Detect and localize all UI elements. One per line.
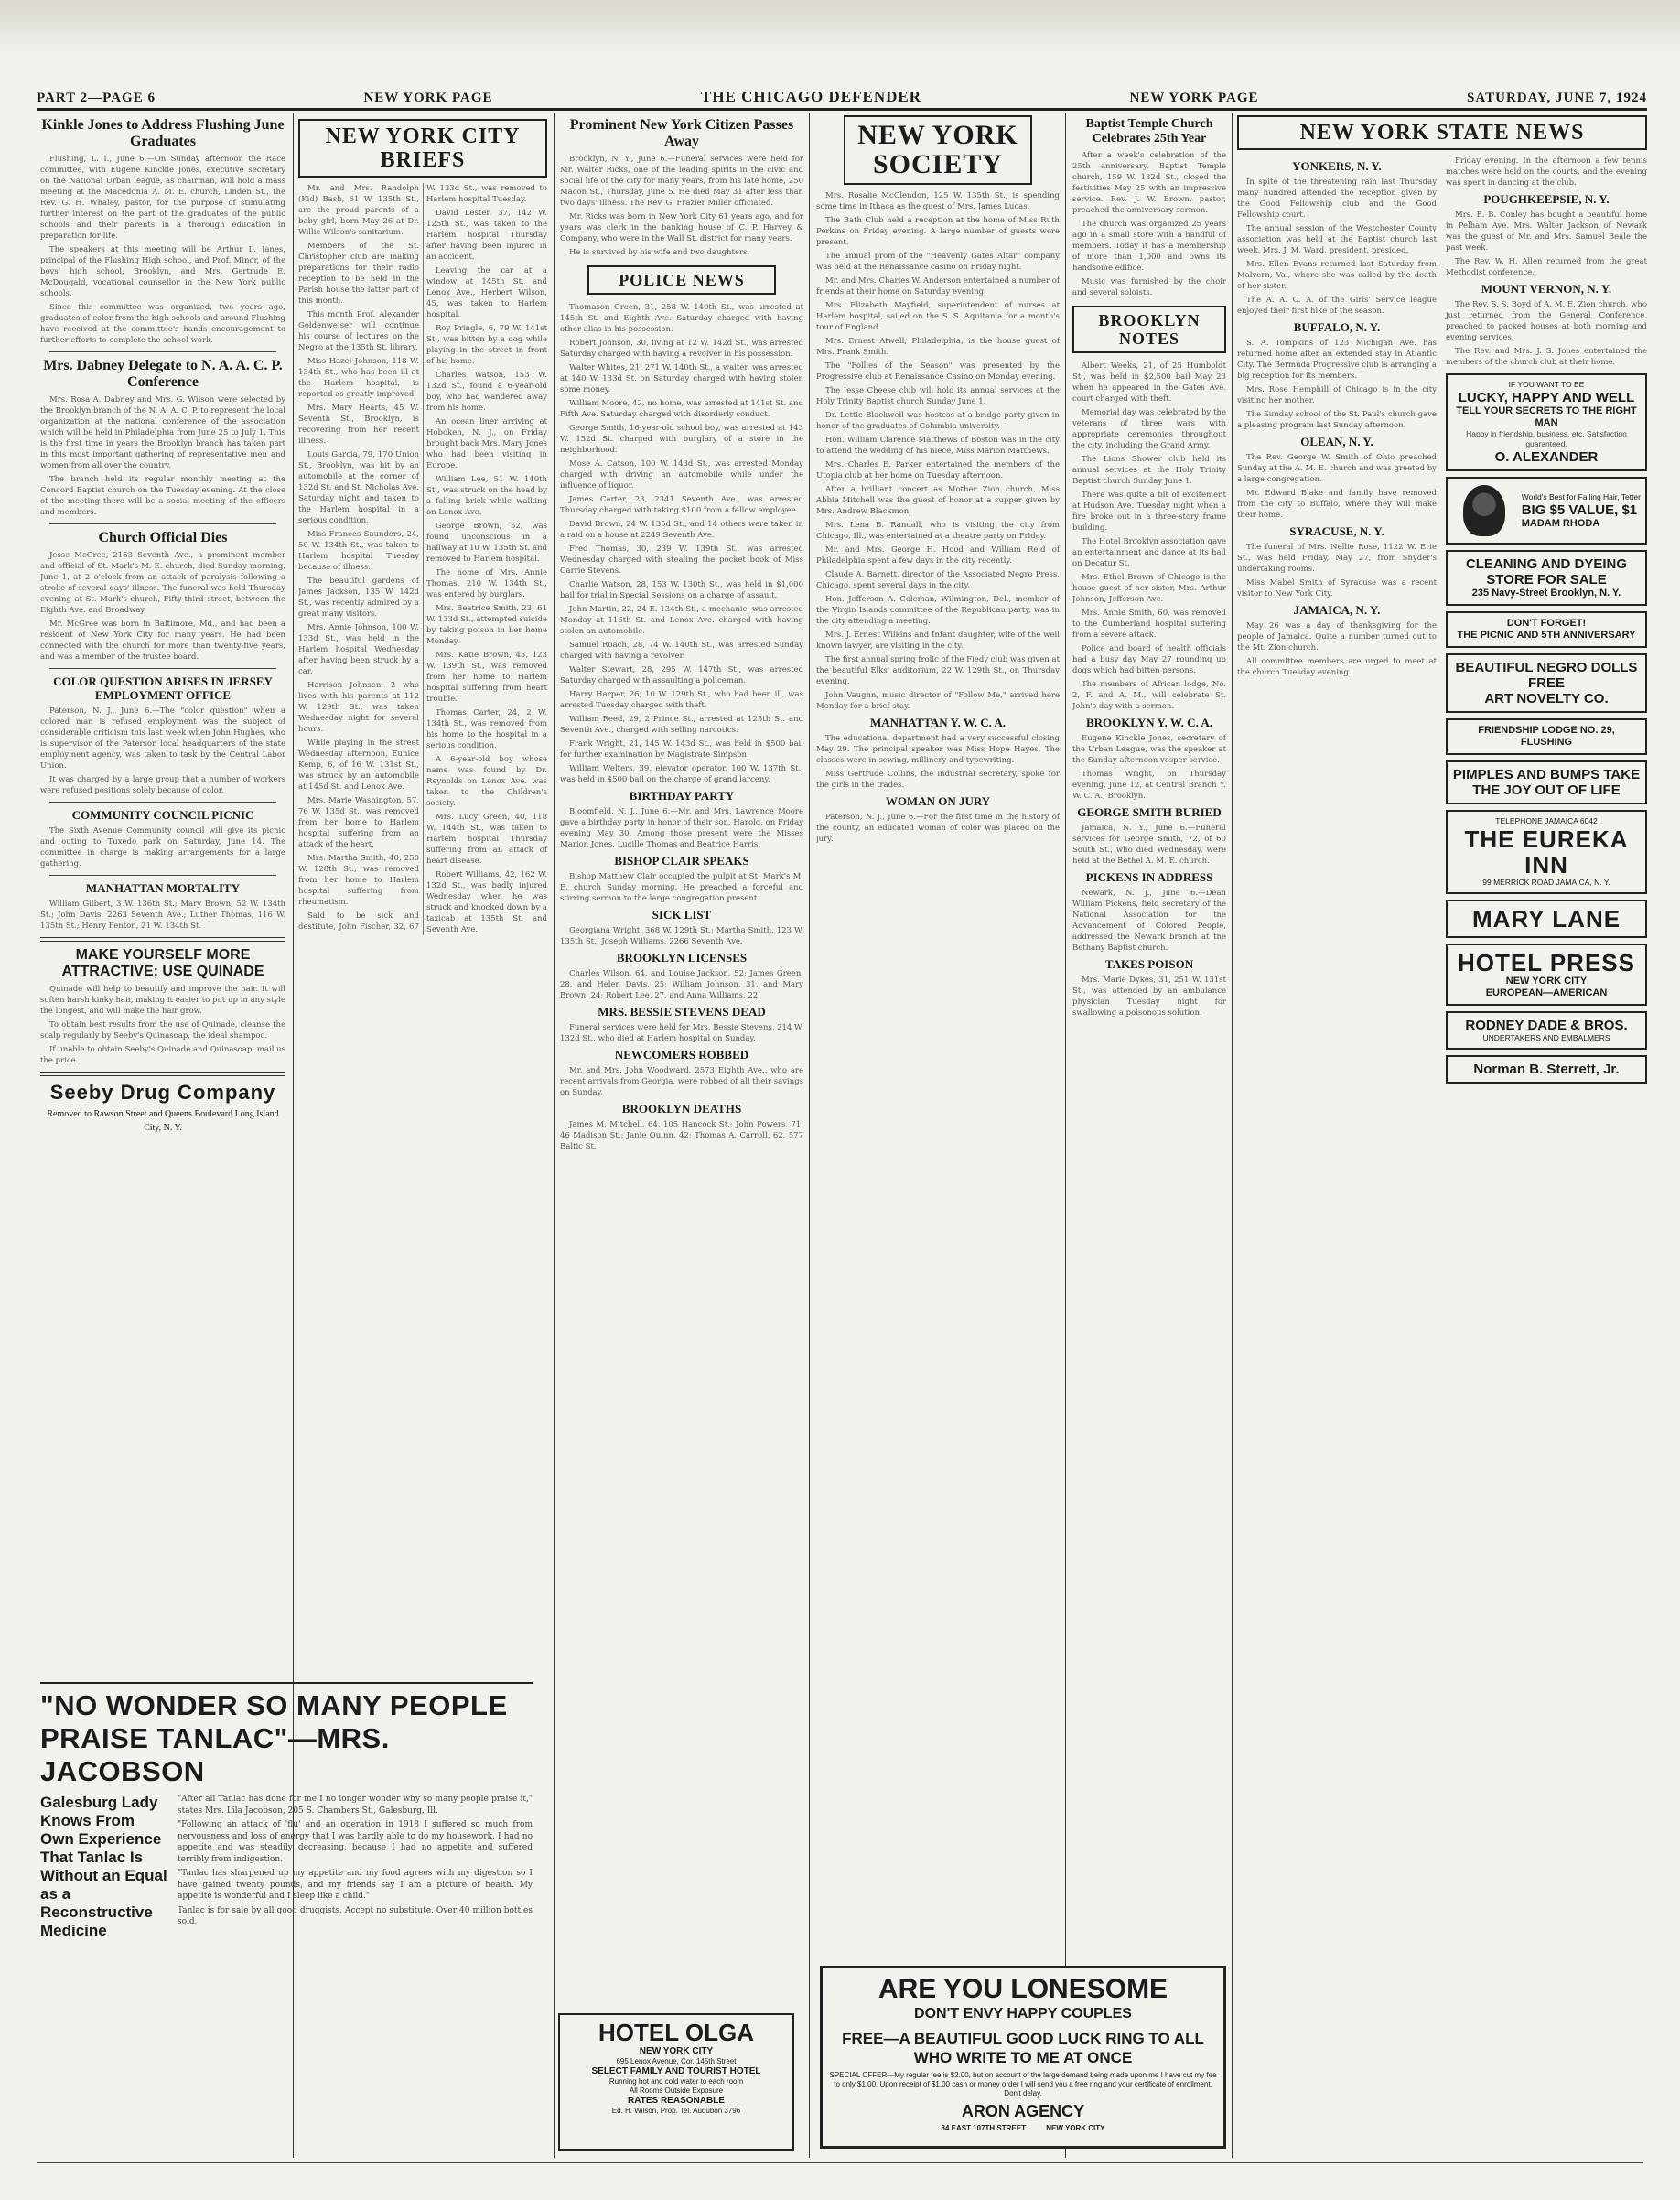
article-body: Mrs. Marie Dykes, 31, 251 W. 131st St., was attended by an ambulance physician Tuesday night for swallowing a poisonous solution. [1072,976,1226,1018]
headline: PICKENS IN ADDRESS [1085,870,1213,884]
column-2 [298,113,547,1669]
column-rule [1232,113,1233,2158]
article-body: Eugene Kinckle Jones, secretary of the Urban League, was the speaker at the Sunday afternoon vesper service. Thomas Wright, on Thursday evening, June 12, at Central Branch Y. W. C. A., Brooklyn. [1072,734,1226,801]
section-heading: POLICE NEWS [587,265,776,295]
ad-headline: FRIENDSHIP LODGE NO. 29, FLUSHING [1478,725,1615,748]
section-heading: NEW YORK SOCIETY [844,115,1032,185]
dateline: OLEAN, N. Y. [1300,435,1373,448]
divider [49,668,276,669]
headline: BROOKLYN LICENSES [616,951,748,965]
column-1 [40,113,285,1669]
ad-line: DON'T FORGET! [1506,618,1587,629]
divider [49,523,276,524]
headline: Baptist Temple Church Celebrates 25th Year [1085,117,1213,146]
article-body: James M. Mitchell, 64, 105 Hancock St.; John Powers, 71, 46 Madison St.; Janie Quinn, 42; Thomas A. Carroll, 62, 577 Baltic St. [560,1120,803,1151]
headline: BROOKLYN Y. W. C. A. [1086,716,1212,729]
article-body: Thomason Green, 31, 258 W. 140th St., was arrested at 145th St. and Eighth Ave. Saturday charged with having other alias in his possession. Robert Johnson, 30, living at 12 W. 142d St., was arrested Saturday charged with having a revolver in his possession. Walter Whites, 21, 271 W. 140th St., a waiter, was arrested at 140 W. 133d St. on Saturday charged with having stolen some money. William Moore, 42, no home, was arrested at 141st St. and Fifth Ave. Saturday charged with disorderly conduct. George Smith, 16-year-old school boy, was arrested at 143 W. 132d St. charged with burglary of a store in the neighborhood. Mose A. Catson, 100 W. 143d St., was arrested Monday charged with driving an automobile while under the influence of liquor. James Carter, 28, 2341 Seventh Ave., was arrested Thursday charged with taking $100 from a fellow employee. David Brown, 24 W. 135d St., and 14 others were taken in a raid on a house at 2249 Seventh Ave. Fred Thomas, 30, 239 W. 139th St., was arrested Wednesday charged with stealing the pocket book of Miss Carrie Stevens. Charlie Watson, 28, 153 W. 130th St., was held in $1,000 bail for trial in Special Sessions on a charge of assault. John Martin, 22, 24 E. 134th St., a mechanic, was arrested Monday at 116th St. and Lenox Ave. charged with having stolen an automobile. Samuel Roach, 28, 74 W. 140th St., was arrested Sunday charged with having a revolver. Walter Stewart, 28, 295 W. 147th St., was arrested Saturday charged with assaulting a policeman. Harry Harper, 26, 10 W. 129th St., who had been ill, was arrested Tuesday charged with theft. William Reed, 29, 2 Prince St., arrested at 125th St. and Seventh Ave., charged with selling narcotics. Frank Wright, 21, 145 W. 143d St., was held in $500 bail for further examination by Magistrate Simpson. William Welters, 39, elevator operator, 100 W. 137th St., was held in $500 bail on the charge of grand larceny. [560,303,803,784]
ad-headline: BEAUTIFUL NEGRO DOLLS FREE [1455,660,1638,691]
ad-body: "After all Tanlac has done for me I no longer wonder why so many people praise it," states Mrs. Lila Jacobson, 205 S. Chambers St., Galesburg, Ill. "Following an attack of 'flu' and an operation in 1918 I suffered so much from nervousness and loss of energy that I was hardly able to do my housework. I had no appetite and was steadily decreasing, because I had no appetite and suffered terribly from indigestion. "Tanlac has sharpened up my appetite and my food agrees with my digestion so I have gained twenty pounds, and my friends say I am a picture of health. My appetite is wonderful and I sleep like a child." Tanlac is for sale by all good druggists. Accept no substitute. Over 40 million bottles sold. [178,1795,533,1926]
headline: NEWCOMERS ROBBED [614,1048,749,1062]
headline: MANHATTAN Y. W. C. A. [869,716,1007,729]
article-body: Bloomfield, N. J., June 6.—Mr. and Mrs. Lawrence Moore gave a birthday party in honor of their son, Harold, on Friday evening May 30. Among those present were the Misses Marion Jones, Lucille Thomas and Beatrice Harris. [560,807,803,849]
headline: MANHATTAN MORTALITY [85,881,241,895]
hotel-olga-ad [558,2013,794,2151]
column-5 [1072,113,1226,1953]
headline: GEORGE SMITH BURIED [1077,805,1222,819]
dateline: MOUNT VERNON, N. Y. [1481,282,1612,296]
headline: Kinkle Jones to Address Flushing June Graduates [41,117,285,149]
ad-headline: Seeby Drug Company [49,1081,276,1104]
ad-line: NEW YORK CITY [639,2046,714,2056]
madam-rhoda-ad [1446,477,1647,545]
article-body: Bishop Matthew Clair occupied the pulpit at St. Mark's M. E. church Sunday morning. He preached a forceful and stirring sermon to the large congregation present. [560,872,803,903]
article-body: Paterson, N. J., June 6.—The "color question" when a colored man is refused employment was the subject of considerable criticism this last week when John Hughes, who is supervisor of the Paterson local headquarters of the state employment agency, was taken to task by the Central Labor Union. It was charged by a large group that a number of workers were refused positions solely because of color. [40,706,285,795]
ad-headline: BIG $5 VALUE, $1 [1521,501,1638,518]
ad-line: EUROPEAN—AMERICAN [1485,987,1608,998]
article-body: Paterson, N. J., June 6.—For the first time in the history of the county, an educated woman of color was placed on the jury. [816,813,1060,844]
divider [49,351,276,352]
article-body: The educational department had a very successful closing May 29. The principal speaker was Miss Hope Hayes. The classes were in sewing, millinery and typewriting. Miss Gertrude Collins, the industrial secretary, spoke for the girls in the trades. [816,734,1060,790]
tanlac-ad [40,1682,533,1940]
ad-line: Running hot and cold water to each room [608,2077,744,2086]
article-body: Flushing, L. I., June 6.—On Sunday afternoon the Race committee, with Eugene Kinckle Jones, executive secretary on the National Urban league, as chairman, will hold a mass meeting at the Macedonia A. M. E. church, Linden St., the Rev. G. H. Whaley, pastor, for the purpose of stimulating further interest on the part of the graduates of the public schools and their parents in a thorough education in preparation for life. The speakers at this meeting will be Arthur L. Janes, principal of the Flushing High school, and Prof. Minor, of the boys' high school, Brooklyn, and Mrs. Gertrude E. McDougald, vocational counsellor in the New York public schools. Since this committee was organized, two years ago, graduates of color from the high schools and around Flushing have received at the committee's hands encouragement to further efforts to complete the school work. [40,155,285,345]
picnic-ad [1446,611,1647,648]
article-body: After a week's celebration of the 25th anniversary, Baptist Temple church, 159 W. 132d St., closed the festivities May 25 with an impressive service. Rev. J. W. Brown, pastor, preached the anniversary sermon. The church was organized 25 years ago in a small store with a handful of members. Today it has a membership of more than 1,000 and owns its handsome edifice. Music was furnished by the choir and several soloists. [1072,151,1226,297]
column-rule [1065,113,1066,2158]
ad-line: TELEPHONE JAMAICA 6042 [1495,816,1598,825]
ad-headline: ARE YOU LONESOME [878,1974,1168,2004]
pimples-ad [1446,760,1647,804]
portrait-image [1463,485,1505,536]
article-body: Mrs. Rosalie McClendon, 125 W. 135th St., is spending some time in Ithaca as the guest of Mrs. James Lucas. The Bath Club held a reception at the home of Miss Ruth Perkins on Friday evening. A large number of guests were present. The annual prom of the "Heavenly Gates Altar" company was held at the Renaissance casino on Friday night. Mr. and Mrs. Charles W. Anderson entertained a number of friends at their home on Saturday evening. Mrs. Elizabeth Mayfield, superintendent of nurses at Harlem hospital, sailed on the S. S. Aquitania for a month's tour of England. Mrs. Ernest Atwell, Philadelphia, is the house guest of Mrs. Frank Smith. The "Follies of the Season" was presented by the Progressive club at Renaissance Casino on Monday evening. The Jesse Cheese club will hold its annual services at the Holy Trinity Baptist church Sunday June 1. Dr. Lettie Blackwell was hostess at a bridge party given in honor of the graduates of Columbia university. Hon. William Clarence Matthews of Boston was in the city to attend the wedding of his niece, Miss Marion Matthews. Mrs. Charles E. Parker entertained the members of the Utopia club at her home on Tuesday afternoon. After a brilliant concert as Mother Zion church, Miss Abbie Mitchell was the guest of honor at a supper given by Mrs. Andrew Blackmon. Mrs. Lena B. Randall, who is visiting the city from Chicago, Ill., was entertained at a theatre party on Friday. Mr. and Mrs. George H. Hood and William Reid of Philadelphia spent a few days in the city recently. Claude A. Barnett, director of the Associated Negro Press, Chicago, spent several days in the city. Hon. Jefferson A. Coleman, Wilmington, Del., member of the Virgin Islands committee of the Republican party, was in the city attending a meeting. Mrs. J. Ernest Wilkins and Infant daughter, wife of the well known lawyer, are visiting in the city. The first annual spring frolic of the Fiedy club was given at the beautiful Elks' auditorium, 22 W. 129th St., on Thursday evening. John Vaughn, music director of "Follow Me," arrived here Monday for a brief stay. [816,191,1060,711]
eureka-inn-ad [1446,810,1647,894]
section-heading: NEW YORK STATE NEWS [1237,115,1647,150]
ad-headline: PIMPLES AND BUMPS TAKE THE JOY OUT OF LIFE [1452,767,1641,798]
section-heading: NEW YORK CITY BRIEFS [298,119,547,178]
ad-line: World's Best for Falling Hair, Tetter [1521,491,1641,501]
article-body: Mrs. Rosa A. Dabney and Mrs. G. Wilson were selected by the Brooklyn branch of the N. A. A. C. P. to represent the local organization at the national conference of the association which will be held in Philadelphia from June 25 to July 1. This is the first time in years the Brooklyn branch has taken part in this most important gathering of representative men and women from all over the country. The branch held its regular monthly meeting at the Concord Baptist church on the Tuesday evening. At the close of the meeting there will be a social meeting of the officers and members. [40,395,285,517]
ad-line: Ed. H. Wilson, Prop. Tel. Audubon 3796 [611,2107,741,2115]
article-body: Mr. and Mrs. Randolph (Kid) Bash, 61 W. 135th St., are the proud parents of a baby girl, born May 26 at Dr. Willie Wilson's sanitarium. Members of the St. Christopher club are making preparations for their radio reception to be held in the Parish house the latter part of this month. This month Prof. Alexander Goldenweiser will continue his course of lectures on the Negro at the 135th St. library. Miss Hazel Johnson, 118 W. 134th St., who has been ill at the Harlem hospital, is reported as greatly improved. Mrs. Mary Hearts, 45 W. Seventh St., Brooklyn, is recovering from her recent illness. Louis Garcia, 79, 170 Union St., Brooklyn, was hit by an automobile at the corner of 132d St. and St. Nicholas Ave. Saturday night and taken to the Harlem hospital in a serious condition. Miss Frances Saunders, 24, 50 W. 134th St., was taken to Harlem hospital Tuesday because of illness. The beautiful gardens of James Jackson, 135 W. 142d St., was recently admired by a great many visitors. Mrs. Annie Johnson, 100 W. 133d St., was held in the Harlem hospital Wednesday after having been struck by a car. Harrison Johnson, 2 who lives with his parents at 112 W. 129th St., was taken Wednesday night for several hours. While playing in the street Wednesday afternoon, Eunice Kemp, 6, of 16 W. 131st St., was struck by an automobile at 145d St. and Lenox Ave. Mrs. Marie Washington, 57, 76 W. 135d St., was removed from her home to Harlem hospital suffering from an attack of the heart. Mrs. Martha Smith, 40, 250 W. 128th St., was removed from her home to Harlem hospital suffering from rheumatism. Said to be sick and destitute, John Fischer, 32, 67 W. 133d St., was removed to Harlem hospital Tuesday. David Lester, 37, 142 W. 125th St., was taken to the Harlem hospital Thursday after having been injured in an accident. Leaving the car at a window at 145th St. and Lenox Ave., Herbert Wilson, 45, was taken to Harlem hospital. Roy Pringle, 6, 79 W. 141st St., was bitten by a dog while playing in the street in front of his home. Charles Watson, 153 W. 132d St., found a 6-year-old boy, who had wandered away from his home. An ocean liner arriving at Hoboken, N. J., on Friday brought back Mrs. Mary Jones who had been visiting in Europe. William Lee, 51 W. 140th St., was struck on the head by a falling brick while walking on Lenox Ave. George Brown, 52, was found unconscious in a hallway at 10 W. 135th St. and removed to Harlem hospital. The home of Mrs. Annie Thomas, 210 W. 134th St., was entered by burglars. Mrs. Beatrice Smith, 23, 61 W. 133d St., attempted suicide by taking poison in her home Monday. Mrs. Katie Brown, 45, 123 W. 139th St., was removed from her home to Harlem hospital suffering from heart trouble. Thomas Carter, 24, 2 W. 134th St., was removed from his home to the hospital in a serious condition. A 6-year-old boy whose name was found by Dr. Reynolds on Lenox Ave. was taken to the Children's society. Mrs. Lucy Green, 40, 118 W. 144th St., was taken to Harlem hospital Thursday suffering from an attack of heart disease. Robert Williams, 42, 162 W. 132d St., was badly injured Wednesday when he was struck and knocked down by a taxicab at 135th St. and Seventh Ave. [298,184,547,934]
section-label-left: NEW YORK PAGE [363,91,493,105]
divider [40,1072,285,1076]
ad-company: ART NOVELTY CO. [1484,691,1609,706]
sterrett-ad [1446,1055,1647,1084]
column-rule [554,113,555,2158]
lucky-ad: IF YOU WANT TO BE LUCKY, HAPPY AND WELL TELL YOUR SECRETS TO THE RIGHT MAN Happy in friendship, business, etc. Satisfaction guaranteed. O. ALEXANDER [1446,373,1647,471]
ad-headline: Norman B. Sterrett, Jr. [1473,1062,1620,1077]
ad-company: ARON AGENCY [961,2102,1085,2120]
headline: MRS. BESSIE STEVENS DEAD [598,1005,766,1019]
masthead: THE CHICAGO DEFENDER [701,88,922,105]
dateline: POUGHKEEPSIE, N. Y. [1483,192,1610,206]
article-body: Charles Wilson, 64, and Louise Jackson, 52; James Green, 28, and Helen Davis, 25; William Johnson, 31, and Mary Brown, 24; Robert Lee, 27, and Anna Williams, 22. [560,969,803,1000]
cleaning-store-ad [1446,550,1647,606]
article-body: Mr. and Mrs. John Woodward, 2573 Eighth Ave., who are recent arrivals from Georgia, were robbed of all their savings on Sunday. [560,1066,803,1097]
ad-headline: MAKE YOURSELF MORE ATTRACTIVE; USE QUINADE [61,947,264,979]
ad-address: 235 Navy-Street Brooklyn, N. Y. [1471,588,1621,599]
ad-offer: FREE—A BEAUTIFUL GOOD LUCK RING TO ALL WHO WRITE TO ME AT ONCE [842,2030,1204,2066]
headline: SICK LIST [652,908,712,922]
article-body: William Gilbert, 3 W. 136th St.; Mary Brown, 52 W. 134th St.; John Davis, 2263 Seventh Ave.; Luther Thomas, 116 W. 135th St.; Henry Fenton, 21 W. 134th St. [40,900,285,931]
ad-headline: RODNEY DADE & BROS. [1465,1018,1628,1033]
article-body: Funeral services were held for Mrs. Bessie Stevens, 214 W. 132d St., who died at Harlem hospital on Sunday. [560,1023,803,1043]
divider [49,875,276,876]
article-body: Friday evening. In the afternoon a few tennis matches were held on the courts, and the evening was spent in dancing at the club. POUGHKEEPSIE, N. Y. Mrs. E. B. Conley has bought a beautiful home in Pelham Ave. Mrs. Walter Jackson of Newark was the guest of Mr. and Mrs. Samuel Beale the past week. The Rev. W. H. Allen returned from the great Methodist conference. MOUNT VERNON, N. Y. The Rev. S. S. Boyd of A. M. E. Zion church, who just returned from the General Conference, preached to packed houses at both morning and evening services. The Rev. and Mrs. J. S. Jones entertained the members of the church club at their home. [1446,156,1647,367]
rodney-dade-ad [1446,1011,1647,1050]
scan-edge [0,0,1680,55]
ad-subline: Removed to Rawson Street and Queens Boulevard Long Island City, N. Y. [47,1109,279,1133]
article-body: Jamaica, N. Y., June 6.—Funeral services for George Smith, 72, of 60 South St., who died Wednesday, were held at the Bethel A. M. E. church. [1072,824,1226,866]
ad-line: TELL YOUR SECRETS TO THE RIGHT MAN [1456,405,1637,428]
dateline: YONKERS, N. Y. [1292,159,1382,173]
article-body: YONKERS, N. Y. In spite of the threatening rain last Thursday many hundred attended the reception given by the Good Fellowship club and the Good Fellowship court. The annual session of the Westchester County association was held at the Baptist church last week. Mrs. J. M. Ward, president, presided. Mrs. Ellen Evans returned last Saturday from Malvern, Va., where she was called by the death of her sister. The A. A. C. A. of the Girls' Service league enjoyed their first hike of the season. BUFFALO, N. Y. S. A. Tompkins of 123 Michigan Ave. has returned home after an extended stay in Atlantic City. The Bermuda Progressive club is arranging a big reception for its members. Mrs. Rose Hemphill of Chicago is in the city visiting her mother. The Sunday school of the St. Paul's church gave a pleasing program last Sunday afternoon. OLEAN, N. Y. The Rev. George W. Smith of Ohio preached Sunday at the A. M. E. church and was greeted by a large congregation. Mr. Edward Blake and family have removed from the city to Buffalo, where they will make their home. SYRACUSE, N. Y. The funeral of Mrs. Nellie Rose, 1122 W. Erie St., was held Friday, May 27, from Snyder's undertaking rooms. Miss Mabel Smith of Syracuse was a recent visitor to New York City. JAMAICA, N. Y. May 26 was a day of thanksgiving for the people of Jamaica. Quite a number turned out to the Mt. Zion church. All committee members are urged to meet at the church Tuesday evening. [1237,159,1437,677]
dolls-ad [1446,653,1647,713]
ad-headline: THE PICNIC AND 5TH ANNIVERSARY [1457,630,1636,641]
part-label: PART 2—PAGE 6 [37,91,156,105]
ad-headline: HOTEL OLGA [598,2019,754,2046]
ad-name: O. ALEXANDER [1494,449,1599,465]
headline: BIRTHDAY PARTY [629,789,735,803]
ad-name: MADAM RHODA [1521,517,1600,529]
ad-headline: MARY LANE [1471,905,1621,933]
issue-date: SATURDAY, JUNE 7, 1924 [1467,91,1647,105]
article-body: Albert Weeks, 21, of 25 Humboldt St., was held in $2,500 bail May 23 when he appeared in the Gates Ave. court charged with theft. Memorial day was celebrated by the veterans of three wars with appropriate ceremonies throughout the city, including the Grand Army. The Lions Shower club held its annual services at the Holy Trinity Baptist church Sunday June 1. There was quite a bit of excitement at Hudson Ave. Tuesday night when a fire broke out in a three-story frame building. The Hotel Brooklyn association gave an entertainment and dance at its hall on Decatur St. Mrs. Ethel Brown of Chicago is the house guest of her sister, Mrs. Arthur Johnson, Jefferson Ave. Mrs. Annie Smith, 60, was removed to the Cumberland hospital suffering from a severe attack. Police and board of health officials had a busy day May 27 rounding up dogs which had bitten persons. The members of African lodge, No. 2, F. and A. M., will celebrate St. John's day with a sermon. [1072,361,1226,711]
article-body: Jesse McGree, 2153 Seventh Ave., a prominent member and official of St. Mark's M. E. church, died Sunday morning, June 1, at 2 o'clock from an attack of paralysis following a stroke of several days' illness. The funeral was held Thursday evening at St. Mark's church, Fifty-third street, between the Eighth Ave. and Broadway. Mr. McGree was born in Baltimore, Md., and had been a resident of New York City for many years. He had been connected with the church for more than twenty-five years, and was a member of the trustee board. [40,551,285,662]
ad-address: 99 MERRICK ROAD JAMAICA, N. Y. [1482,878,1610,887]
dateline: SYRACUSE, N. Y. [1289,524,1384,538]
page-header [37,82,1647,111]
ad-address: 84 EAST 107TH STREET NEW YORK CITY [941,2124,1105,2132]
column-rule [809,113,810,2158]
ad-headline: HOTEL PRESS [1457,949,1635,976]
column-6 [1237,113,1647,2158]
ad-line: SELECT FAMILY AND TOURIST HOTEL [591,2066,761,2076]
article-body: The Sixth Avenue Community council will give its picnic and outing to Tuxedo park on Saturday, June 14. The committee in charge is making arrangements for a large gathering. [40,826,285,868]
divider [49,802,276,803]
aron-agency-ad [820,1966,1226,2149]
headline: COMMUNITY COUNCIL PICNIC [71,808,254,822]
ad-line: All Rooms Outside Exposure [629,2087,724,2095]
ad-subhead: Galesburg Lady Knows From Own Experience That Tanlac Is Without an Equal as a Reconstructive Medicine [40,1794,167,1939]
ad-line: 695 Lenox Avenue, Cor. 145th Street [616,2057,737,2065]
ad-headline: LUCKY, HAPPY AND WELL [1458,390,1635,405]
ad-headline: THE EUREKA INN [1464,825,1629,879]
headline: BISHOP CLAIR SPEAKS [614,854,749,868]
section-label-right: NEW YORK PAGE [1129,91,1259,105]
ad-body: Quinade will help to beautify and improve the hair. It will soften harsh kinky hair, making it easier to put up in any style the longest, and will make the hair grow. To obtain best results from the use of Quinade, cleanse the scalp regularly by Seeby's Quinasoap, the ideal shampoo. If unable to obtain Seeby's Quinade and Quinasoap, mail us the price. [40,985,285,1065]
headline: WOMAN ON JURY [885,794,991,808]
ad-line: IF YOU WANT TO BE [1508,380,1585,389]
headline: Prominent New York Citizen Passes Away [569,117,794,149]
headline: BROOKLYN DEATHS [621,1102,742,1116]
ad-line: RATES REASONABLE [628,2096,725,2106]
section-heading: BROOKLYN NOTES [1072,306,1226,353]
ad-fine-print: SPECIAL OFFER—My regular fee is $2.00, but on account of the large demand being made upon me I have cut my fee to only $1.00. Upon receipt of $1.00 cash or money order I will send you a free ring and your certificate of enrollment. Don't delay. [829,2071,1217,2098]
headline: COLOR QUESTION ARISES IN JERSEY EMPLOYMENT OFFICE [53,674,273,702]
hotel-press-ad [1446,944,1647,1006]
ad-headline: CLEANING AND DYEING STORE FOR SALE [1465,556,1628,588]
column-4 [816,113,1060,1651]
page-footer-rule [37,2162,1643,2163]
ads-column [1446,156,1647,1089]
ad-subhead: DON'T ENVY HAPPY COUPLES [914,2006,1132,2022]
dateline: BUFFALO, N. Y. [1293,320,1381,334]
column-3 [560,113,803,2158]
headline: TAKES POISON [1104,957,1194,971]
article-body: Brooklyn, N. Y., June 6.—Funeral services were held for Mr. Walter Ricks, one of the leading spirits in the civic and social life of the city for many years, from his late home, 250 Macon St., Thursday, June 5. He died May 31 after less than two days' illness. The Rev. G. Frazier Miller officiated. Mr. Ricks was born in New York City 61 years ago, and for years was clerk in the banking house of C. P. Harvey & Company, who were in the Wall St. district for many years. He is survived by his wife and two daughters. [560,155,803,257]
ad-line: NEW YORK CITY [1505,976,1588,987]
article-body: Georgiana Wright, 368 W. 129th St.; Martha Smith, 123 W. 135th St.; Joseph Williams, 2266 Seventh Ave. [560,926,803,946]
headline: Mrs. Dabney Delegate to N. A. A. C. P. Conference [43,358,283,390]
ad-line: UNDERTAKERS AND EMBALMERS [1482,1033,1610,1042]
divider [40,937,285,942]
headline: Church Official Dies [98,530,228,545]
dateline: JAMAICA, N. Y. [1293,603,1381,617]
ad-headline: "NO WONDER SO MANY PEOPLE PRAISE TANLAC"—MRS. JACOBSON [40,1689,508,1787]
article-body: Newark, N. J., June 6.—Dean William Pickens, field secretary of the National Association for the Advancement of Colored People, addressed the Newark branch at the Bethany Baptist church. [1072,889,1226,953]
mary-lane-ad [1446,900,1647,938]
lodge-ad [1446,718,1647,755]
